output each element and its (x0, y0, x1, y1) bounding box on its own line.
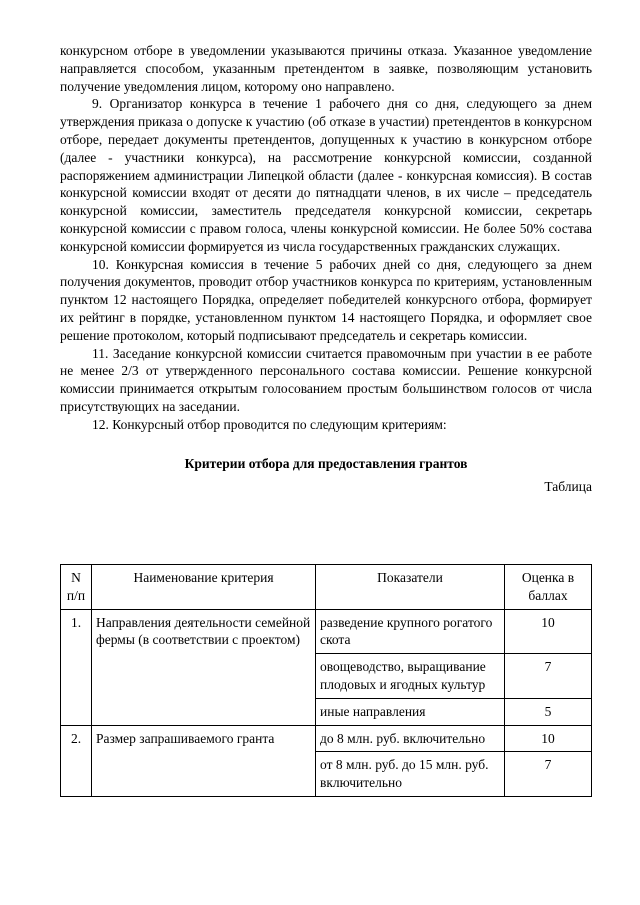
score-cell: 7 (505, 654, 592, 699)
table-header-row (61, 565, 592, 610)
indicator-cell: разведение крупного рогатого скота (316, 609, 505, 654)
table-row (61, 725, 592, 752)
indicator-cell: до 8 млн. руб. включительно (316, 725, 505, 752)
header-number: N п/п (61, 565, 92, 610)
paragraph-12: 12. Конкурсный отбор проводится по следующим критериям: (92, 416, 447, 432)
score-cell: 5 (505, 698, 592, 725)
indicator-cell: овощеводство, выращивание плодовых и ягодных культур (316, 654, 505, 699)
header-criterion: Наименование критерия (92, 565, 316, 610)
row-number: 2. (61, 725, 92, 796)
indicator-cell: от 8 млн. руб. до 15 млн. руб. включительно (316, 752, 505, 797)
paragraph-continuation: конкурсном отборе в уведомлении указываются причины отказа. Указанное уведомление направляется способом, указанным претендентом в заявке, позволяющим установить получение уведомления лицом, которому оно направлено. (60, 43, 592, 94)
table-row (61, 609, 592, 654)
criterion-cell: Направления деятельности семейной фермы (в соответствии с проектом) (92, 609, 316, 725)
header-indicators: Показатели (316, 565, 505, 610)
document-page (60, 42, 592, 495)
paragraph-9: 9. Организатор конкурса в течение 1 рабочего дня со дня, следующего за днем утверждения приказа о допуске к участию (об отказе в участии) претендентов в конкурсном отборе, передает документы претендентов, допущенных к участию в конкурсном отборе (далее - участники конкурса), на рассмотрение конкурсной комиссии, созданной распоряжением администрации Липецкой области (далее - конкурсная комиссия). В состав конкурсной комиссии входят от десяти до пятнадцати членов, в их числе – председатель конкурсной комиссии, заместитель председателя конкурсной комиссии, секретарь конкурсной комиссии с правом голоса, члены конкурсной комиссии. Не более 50% состава конкурсной комиссии формируется из числа государственных гражданских служащих. (60, 96, 592, 254)
score-cell: 10 (505, 725, 592, 752)
criterion-cell: Размер запрашиваемого гранта (92, 725, 316, 796)
table-label: Таблица (544, 478, 592, 494)
header-score: Оценка в баллах (505, 565, 592, 610)
indicator-cell: иные направления (316, 698, 505, 725)
paragraph-10: 10. Конкурсная комиссия в течение 5 рабочих дней со дня, следующего за днем получения документов, проводит отбор участников конкурса по критериям, установленным пунктом 12 настоящего Порядка, определяет победителей конкурсного отбора, формирует их рейтинг в порядке, установленном пунктом 14 настоящего Порядка, и оформляет свое решение протоколом, который подписывают председатель и секретарь комиссии. (60, 256, 592, 343)
table-title: Критерии отбора для предоставления грантов (184, 455, 468, 471)
score-cell: 10 (505, 609, 592, 654)
paragraph-11: 11. Заседание конкурсной комиссии считается правомочным при участии в ее работе не менее 2/3 от утвержденного персонального состава комиссии. Решение конкурсной комиссии принимается открытым голосованием простым большинством голосов от числа присутствующих на заседании. (60, 345, 592, 414)
criteria-table (60, 564, 592, 797)
score-cell: 7 (505, 752, 592, 797)
row-number: 1. (61, 609, 92, 725)
